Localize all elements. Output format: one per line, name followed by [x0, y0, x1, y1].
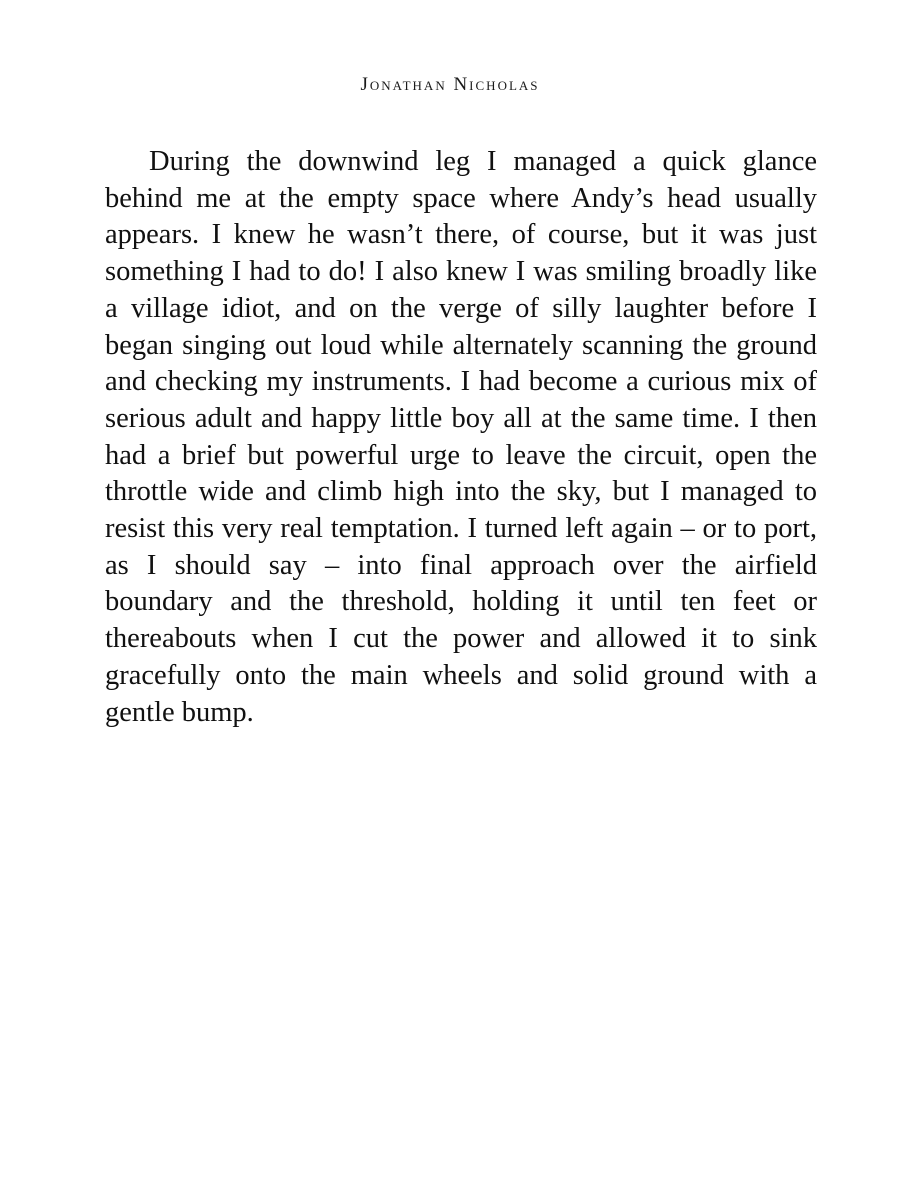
running-head-author: Jonathan Nicholas	[360, 74, 540, 95]
body-paragraph: During the downwind leg I managed a quick glance behind me at the empty space where Andy’s head usually appears. I knew he wasn’t there, of course, but it was just something I had to do! I also knew I was smiling broadly like a village idiot, and on the verge of silly laughter before I began singing out loud while alternately scanning the ground and checking my instruments. I had become a curious mix of serious adult and happy little boy all at the same time. I then had a brief but powerful urge to leave the circuit, open the throttle wide and climb high into the sky, but I managed to resist this very real temptation. I turned left again – or to port, as I should say – into final approach over the airfield boundary and the threshold, holding it until ten feet or thereabouts when I cut the power and allowed it to sink gracefully onto the main wheels and solid ground with a gentle bump.	[105, 146, 817, 728]
